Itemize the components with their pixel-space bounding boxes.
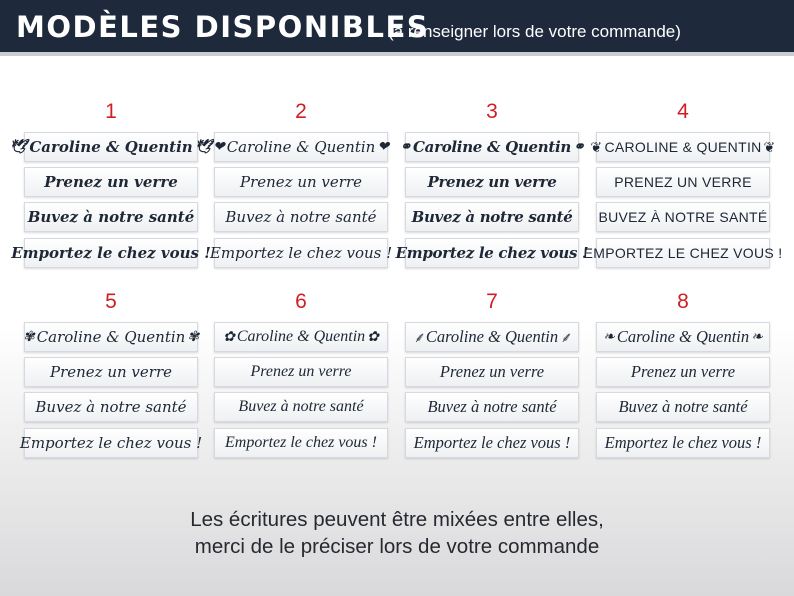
plate-text: Caroline & Quentin bbox=[413, 138, 571, 156]
leaf-icon: ❦ bbox=[763, 138, 776, 155]
model-number: 3 bbox=[486, 100, 498, 123]
model-number: 4 bbox=[677, 100, 689, 123]
leaf-branch-icon: ❧ bbox=[751, 329, 763, 345]
dove-icon: 🕊 bbox=[194, 139, 213, 155]
plate-line bbox=[596, 167, 770, 197]
plate-line bbox=[214, 357, 388, 387]
plate-text: Emportez le chez vous ! bbox=[604, 433, 762, 452]
plate-text: Emportez le chez vous ! bbox=[19, 434, 203, 452]
plate-text: Buvez à notre santé bbox=[411, 208, 573, 226]
sprig-icon: ✾ bbox=[187, 329, 200, 345]
page-title: MODÈLES DISPONIBLES bbox=[16, 10, 430, 44]
plate-line bbox=[19, 428, 203, 458]
plate-text: Buvez à notre santé bbox=[238, 398, 364, 415]
plate-text: Buvez à notre santé bbox=[427, 397, 557, 416]
plate-text: Emportez le chez vous ! bbox=[209, 244, 393, 262]
plate-text: Buvez à notre santé bbox=[225, 208, 377, 226]
plate-text: Caroline & Quentin bbox=[425, 327, 559, 346]
dove-icon: 🕊 bbox=[9, 139, 28, 155]
model-number: 5 bbox=[105, 290, 117, 313]
plate-names bbox=[399, 132, 585, 162]
plate-text: PRENEZ UN VERRE bbox=[614, 174, 752, 190]
hearts-icon: ❤ bbox=[377, 139, 390, 155]
plate-line bbox=[405, 428, 579, 458]
plate-names bbox=[596, 322, 770, 352]
leaf-branch-icon: ❧ bbox=[603, 329, 615, 345]
hearts-icon: ❤ bbox=[212, 139, 225, 155]
plate-text: Prenez un verre bbox=[49, 363, 172, 381]
rings-icon: ⚭ bbox=[399, 139, 412, 155]
model-number: 2 bbox=[295, 100, 307, 123]
branch-icon: ⸙ bbox=[560, 330, 571, 346]
plate-line bbox=[214, 392, 388, 422]
footer-note-line-1: Les écritures peuvent être mixées entre elles, bbox=[190, 508, 604, 531]
plate-line bbox=[214, 167, 388, 197]
flower-sprig-icon: ✿ bbox=[223, 329, 235, 345]
plate-line bbox=[405, 357, 579, 387]
plate-line bbox=[596, 428, 770, 458]
plate-line bbox=[405, 392, 579, 422]
plate-text: CAROLINE & QUENTIN bbox=[604, 139, 762, 155]
model-number: 7 bbox=[486, 290, 498, 313]
plate-line bbox=[405, 202, 579, 232]
plate-text: Emportez le chez vous ! bbox=[11, 244, 211, 262]
plate-line bbox=[214, 428, 388, 458]
plate-line bbox=[24, 392, 198, 422]
plate-text: Caroline & Quentin bbox=[236, 328, 366, 345]
plate-line bbox=[214, 202, 388, 232]
leaf-icon: ❦ bbox=[590, 138, 603, 155]
plate-text: Prenez un verre bbox=[239, 173, 362, 191]
plate-line bbox=[395, 238, 589, 268]
plate-line bbox=[11, 238, 211, 268]
plate-names bbox=[405, 322, 579, 352]
page-subtitle: (à renseigner lors de votre commande) bbox=[388, 22, 681, 41]
plate-text: BUVEZ À NOTRE SANTÉ bbox=[598, 209, 768, 225]
plate-line bbox=[405, 167, 579, 197]
plate-line bbox=[24, 167, 198, 197]
plate-text: EMPORTEZ LE CHEZ VOUS ! bbox=[583, 245, 783, 261]
plate-line bbox=[596, 392, 770, 422]
plate-names bbox=[590, 132, 776, 162]
plate-names bbox=[9, 132, 213, 162]
plate-text: Prenez un verre bbox=[250, 363, 352, 380]
model-number: 1 bbox=[105, 100, 117, 123]
plate-text: Prenez un verre bbox=[427, 173, 557, 191]
plate-line bbox=[209, 238, 393, 268]
plate-text: Buvez à notre santé bbox=[618, 397, 748, 416]
plate-names bbox=[214, 322, 388, 352]
plate-names bbox=[214, 132, 388, 162]
plate-text: Prenez un verre bbox=[439, 362, 545, 381]
model-number: 6 bbox=[295, 290, 307, 313]
rings-icon: ⚭ bbox=[572, 139, 585, 155]
header-banner bbox=[0, 0, 794, 56]
sprig-icon: ✾ bbox=[22, 329, 35, 345]
plate-text: Prenez un verre bbox=[630, 362, 736, 381]
model-number: 8 bbox=[677, 290, 689, 313]
plate-text: Emportez le chez vous ! bbox=[413, 433, 571, 452]
flower-sprig-icon: ✿ bbox=[367, 329, 379, 345]
plate-text: Emportez le chez vous ! bbox=[225, 434, 377, 451]
plate-text: Buvez à notre santé bbox=[35, 398, 187, 416]
plate-text: Buvez à notre santé bbox=[27, 208, 195, 226]
plate-line bbox=[596, 357, 770, 387]
plate-text: Caroline & Quentin bbox=[226, 138, 376, 156]
plate-line bbox=[596, 202, 770, 232]
plate-text: Caroline & Quentin bbox=[29, 138, 193, 156]
footer-note-line-2: merci de le préciser lors de votre commande bbox=[194, 535, 600, 558]
plate-line bbox=[24, 202, 198, 232]
plate-line bbox=[24, 357, 198, 387]
plate-line bbox=[583, 238, 783, 268]
plate-text: Prenez un verre bbox=[44, 173, 178, 191]
branch-icon: ⸙ bbox=[413, 330, 424, 346]
plate-names bbox=[24, 322, 198, 352]
plate-text: Caroline & Quentin bbox=[616, 327, 750, 346]
plate-text: Emportez le chez vous ! bbox=[395, 244, 589, 262]
plate-text: Caroline & Quentin bbox=[36, 328, 186, 346]
